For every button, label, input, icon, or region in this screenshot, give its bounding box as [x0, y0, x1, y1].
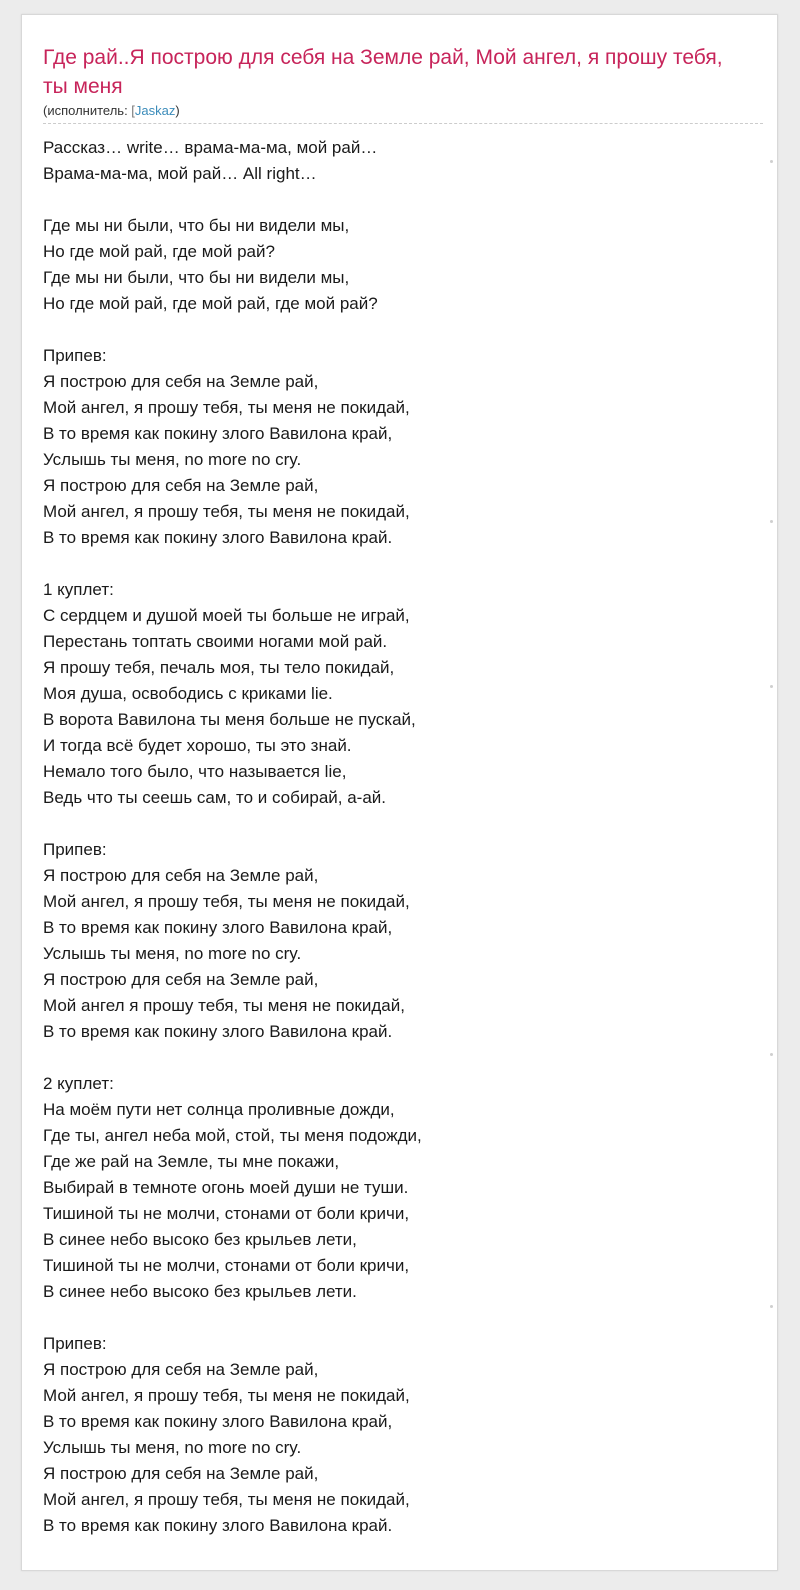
lyrics-line: Я построю для себя на Земле рай,: [43, 866, 319, 885]
lyrics-line: Припев:: [43, 840, 107, 859]
lyrics-line: Ведь что ты сеешь сам, то и собирай, а-ай.: [43, 788, 387, 807]
lyrics-line: Выбирай в темноте огонь моей души не туши.: [43, 1178, 409, 1197]
lyrics-line: В то время как покину злого Вавилона край.: [43, 1022, 393, 1041]
lyrics-stanza: [43, 135, 743, 187]
lyrics-line: Врама-ма-ма, мой рай… All right…: [43, 164, 317, 183]
lyrics-line: Перестань топтать своими ногами мой рай.: [43, 632, 388, 651]
lyrics-line: В то время как покину злого Вавилона край,: [43, 918, 393, 937]
lyrics-line: Услышь ты меня, no more no cry.: [43, 1438, 302, 1457]
lyrics-line: И тогда всё будет хорошо, ты это знай.: [43, 736, 352, 755]
lyrics-line: Где мы ни были, что бы ни видели мы,: [43, 216, 350, 235]
lyrics-line: Но где мой рай, где мой рай?: [43, 242, 275, 261]
lyrics-line: Мой ангел, я прошу тебя, ты меня не покидай,: [43, 892, 410, 911]
lyrics-line: Мой ангел, я прошу тебя, ты меня не покидай,: [43, 1490, 410, 1509]
lyrics-line: Но где мой рай, где мой рай, где мой рай?: [43, 294, 378, 313]
lyrics-line: Где мы ни были, что бы ни видели мы,: [43, 268, 350, 287]
lyrics-stanza: [43, 577, 743, 811]
lyrics-stanza: [43, 1331, 743, 1539]
lyrics-line: Припев:: [43, 1334, 107, 1353]
side-dot: [770, 685, 773, 688]
lyrics-line: С сердцем и душой моей ты больше не играй,: [43, 606, 410, 625]
lyrics-line: Я построю для себя на Земле рай,: [43, 372, 319, 391]
artist-line: [43, 103, 180, 119]
lyrics-line: Немало того было, что называется lie,: [43, 762, 347, 781]
lyrics-line: Услышь ты меня, no more no cry.: [43, 450, 302, 469]
lyrics-line: Мой ангел, я прошу тебя, ты меня не покидай,: [43, 398, 410, 417]
lyrics-line: Мой ангел, я прошу тебя, ты меня не покидай,: [43, 502, 410, 521]
lyrics-line: Где же рай на Земле, ты мне покажи,: [43, 1152, 340, 1171]
lyrics-line: В синее небо высоко без крыльев лети,: [43, 1230, 357, 1249]
lyrics-line: В то время как покину злого Вавилона край,: [43, 424, 393, 443]
lyrics-line: Услышь ты меня, no more no cry.: [43, 944, 302, 963]
lyrics-line: Припев:: [43, 346, 107, 365]
artist-suffix: ): [175, 103, 180, 118]
lyrics-stanza: [43, 1071, 743, 1305]
side-dot: [770, 160, 773, 163]
lyrics-line: Моя душа, освободись с криками lie.: [43, 684, 333, 703]
lyrics-line: Я построю для себя на Земле рай,: [43, 1360, 319, 1379]
lyrics-line: Я построю для себя на Земле рай,: [43, 1464, 319, 1483]
side-dot: [770, 520, 773, 523]
lyrics-line: Рассказ… write… врама-ма-ма, мой рай…: [43, 138, 378, 157]
lyrics-line: В то время как покину злого Вавилона край,: [43, 1412, 393, 1431]
lyrics-line: 1 куплет:: [43, 580, 114, 599]
lyrics-line: В синее небо высоко без крыльев лети.: [43, 1282, 357, 1301]
lyrics-line: Я построю для себя на Земле рай,: [43, 476, 319, 495]
artist-prefix: (исполнитель:: [43, 103, 132, 118]
lyrics-line: Где ты, ангел неба мой, стой, ты меня подожди,: [43, 1126, 422, 1145]
lyrics-line: На моём пути нет солнца проливные дожди,: [43, 1100, 395, 1119]
lyrics-stanza: [43, 343, 743, 551]
lyrics-line: Я построю для себя на Земле рай,: [43, 970, 319, 989]
side-dot: [770, 1305, 773, 1308]
song-title: Где рай..Я построю для себя на Земле рай, Мой ангел, я прошу тебя, ты меня: [43, 46, 723, 98]
artist-link[interactable]: Jaskaz: [134, 103, 176, 118]
side-dot: [770, 1053, 773, 1056]
divider: [43, 123, 763, 124]
lyrics-line: Тишиной ты не молчи, стонами от боли кричи,: [43, 1256, 410, 1275]
lyrics-line: Я прошу тебя, печаль моя, ты тело покидай,: [43, 658, 395, 677]
artist-bracket: [: [131, 103, 135, 118]
lyrics-stanza: [43, 213, 743, 317]
lyrics-body: [43, 135, 743, 1565]
lyrics-line: Мой ангел, я прошу тебя, ты меня не покидай,: [43, 1386, 410, 1405]
lyrics-line: В то время как покину злого Вавилона край.: [43, 528, 393, 547]
lyrics-line: Тишиной ты не молчи, стонами от боли кричи,: [43, 1204, 410, 1223]
lyrics-line: 2 куплет:: [43, 1074, 114, 1093]
lyrics-line: В ворота Вавилона ты меня больше не пускай,: [43, 710, 416, 729]
lyrics-page: [21, 14, 778, 1571]
lyrics-line: В то время как покину злого Вавилона край.: [43, 1516, 393, 1535]
lyrics-stanza: [43, 837, 743, 1045]
lyrics-line: Мой ангел я прошу тебя, ты меня не покидай,: [43, 996, 405, 1015]
